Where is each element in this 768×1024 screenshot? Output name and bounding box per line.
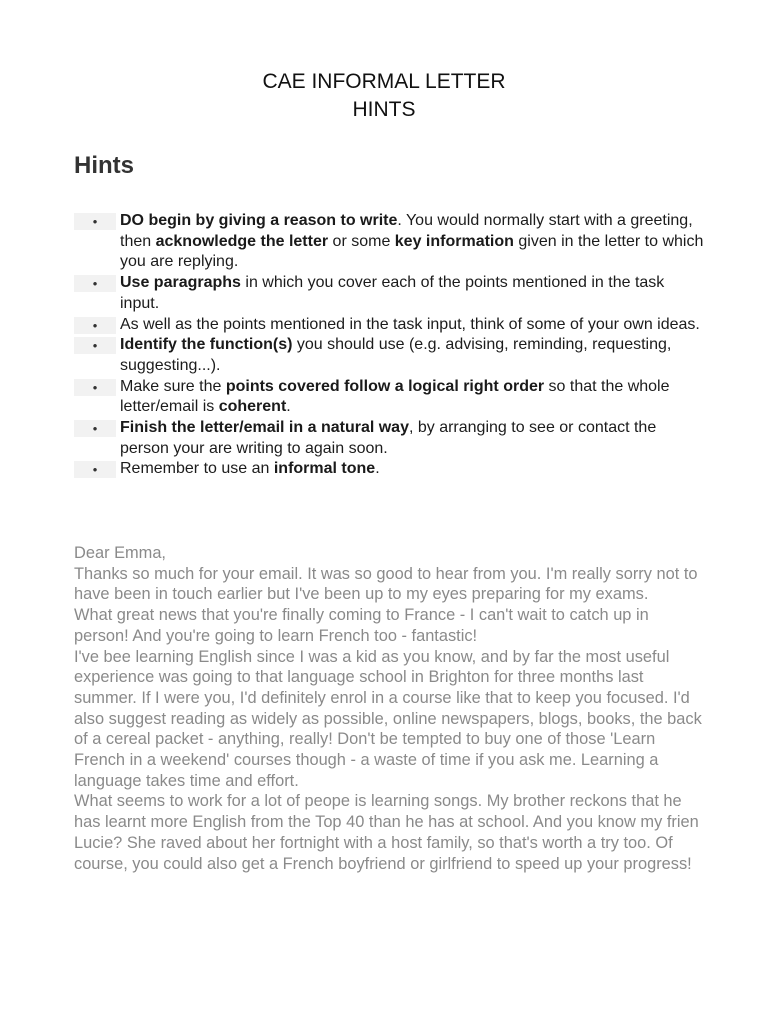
hint-emphasis: key information [394, 232, 514, 250]
hint-emphasis: acknowledge the letter [155, 232, 329, 250]
hint-text [74, 335, 704, 376]
letter-greeting: Dear Emma, [74, 544, 166, 562]
hint-emphasis: DO begin by giving a reason to write [120, 212, 398, 229]
hint-item [74, 211, 704, 273]
document-title [0, 68, 768, 124]
hint-run: so that the whole letter/email is [120, 377, 670, 416]
hint-run: As well as the points mentioned in the task input, think of some of your own ideas. [120, 315, 700, 333]
hint-run: Make sure the [120, 377, 226, 395]
hint-text [74, 211, 704, 273]
bullet-icon: • [74, 337, 116, 354]
hint-run: . [286, 398, 291, 416]
hint-run: given in the letter to which you are replying. [120, 232, 704, 271]
letter-paragraph: I've bee learning English since I was a kid as you know, and by far the most useful experience was going to that language school in Brighton for three months last summer. If I were you, I'd definitely enrol in a course like that to keep you focused. I'd also suggest reading as widely as possible, online newspapers, blogs, books, the back of a cereal packet - anything, really! Don't be tempted to buy one of those 'Learn French in a weekend' courses though - a waste of time if you ask me. Learning a language takes time and effort. [74, 647, 702, 790]
bullet-icon: • [74, 275, 116, 292]
hint-item [74, 273, 704, 314]
hint-text [74, 273, 704, 314]
hint-run: . You would normally start with a greeting, then [120, 212, 693, 250]
title-line-1: CAE INFORMAL LETTER [262, 70, 506, 93]
hint-item [74, 459, 704, 480]
letter-paragraph: Thanks so much for your email. It was so good to hear from you. I'm really sorry not to have been in touch earlier but I've been up to my eyes preparing for my exams. [74, 564, 698, 604]
hint-run: , by arranging to see or contact the person your are writing to again soon. [120, 419, 657, 457]
letter-paragraph: What seems to work for a lot of peope is learning songs. My brother reckons that he has learnt more English from the Top 40 than he has at school. And you know my frien Lucie? She raved about her fortnight with a host family, so that's worth a try too. Of course, you could also get a French boyfriend or girlfriend to speed up your progress! [74, 792, 699, 873]
hint-emphasis: informal tone [273, 460, 376, 478]
hint-item [74, 418, 704, 459]
hint-emphasis: coherent [218, 398, 287, 416]
hint-run: in which you cover each of the points mentioned in the task input. [120, 274, 665, 312]
bullet-icon: • [74, 420, 116, 437]
bullet-icon: • [74, 317, 116, 334]
letter-paragraph: What great news that you're finally coming to France - I can't wait to catch up in person! And you're going to learn French too - fantastic! [74, 606, 649, 645]
hint-run: you should use (e.g. advising, reminding, requesting, suggesting...). [120, 336, 672, 374]
hint-item [74, 335, 704, 376]
sample-letter [74, 543, 704, 874]
hints-list [74, 211, 704, 480]
hint-run: or some [328, 232, 395, 250]
hint-text [74, 418, 704, 459]
title-line-2: HINTS [352, 98, 416, 121]
hint-run: . [375, 460, 380, 478]
section-heading-hints: Hints [74, 152, 134, 179]
bullet-icon: • [74, 461, 116, 478]
hint-item [74, 377, 704, 418]
bullet-icon: • [74, 213, 116, 230]
hint-emphasis: Identify the function(s) [120, 336, 293, 354]
hint-emphasis: Use paragraphs [120, 274, 241, 292]
hint-text [74, 459, 704, 480]
hint-item [74, 315, 704, 336]
hint-text [74, 377, 704, 418]
hint-emphasis: Finish the letter/email in a natural way [120, 419, 409, 437]
hint-text [74, 315, 704, 336]
hint-emphasis: points covered follow a logical right order [225, 377, 545, 395]
hint-run: Remember to use an [120, 460, 274, 478]
bullet-icon: • [74, 379, 116, 396]
